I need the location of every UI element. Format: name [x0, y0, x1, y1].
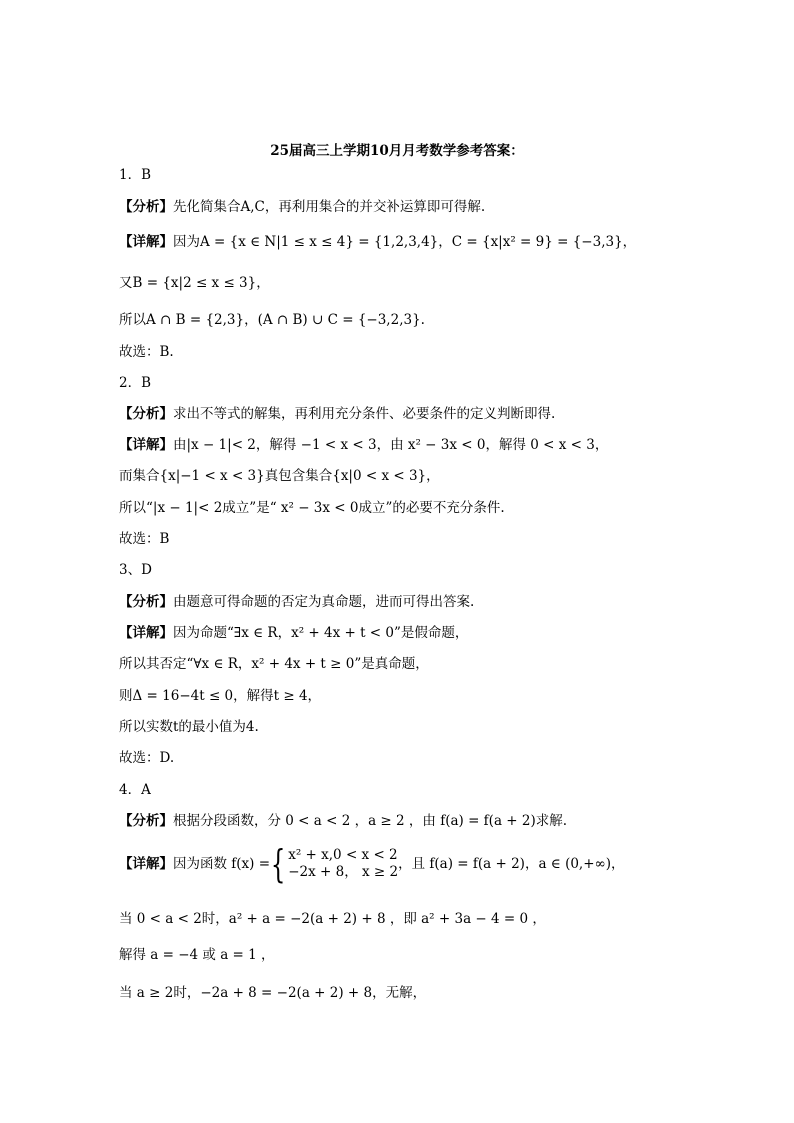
analysis-text: 由题意可得命题的否定为真命题，进而可得出答案.	[173, 594, 475, 610]
detail-label: 【详解】	[119, 856, 173, 872]
q2-final-answer: 故选：B	[119, 531, 170, 547]
q2-answer-head: 2．B	[119, 375, 152, 391]
analysis-text: 根据分段函数，分 0 < a < 2 ，a ≥ 2 ，由 f(a) = f(a + 2)求解.	[173, 813, 568, 829]
analysis-label: 【分析】	[119, 594, 173, 610]
piecewise-case-1: x² + x,0 < x < 2	[288, 847, 398, 863]
q2-analysis	[119, 405, 555, 423]
q3-answer-head: 3、D	[119, 562, 152, 578]
detail-text: 因为A = {x ∈ N|1 ≤ x ≤ 4} = {1,2,3,4}，C = {x|x² = 9} = {−3,3}，	[173, 234, 637, 250]
q3-analysis	[119, 593, 474, 611]
q2-detail-2: 而集合{x|−1 < x < 3}真包含集合{x|0 < x < 3}，	[119, 468, 440, 484]
detail-text: 因为命题“∃x ∈ R，x² + 4x + t < 0”是假命题，	[173, 625, 469, 641]
q4-detail-2: 当 0 < a < 2时，a² + a = −2(a + 2) + 8 ，即 a² + 3a − 4 = 0 ，	[119, 911, 546, 927]
detail-text-pre: 因为函数 f(x) =	[173, 856, 271, 872]
q4-detail-3: 解得 a = −4 或 a = 1 ，	[119, 947, 275, 963]
q2-detail-3: 所以“|x − 1|< 2成立”是“ x² − 3x < 0成立”的必要不充分条件.	[119, 500, 505, 516]
analysis-label: 【分析】	[119, 199, 173, 215]
q1-analysis	[119, 198, 485, 216]
piecewise-case-2: −2x + 8， x ≥ 2	[288, 864, 399, 880]
analysis-text: 求出不等式的解集，再利用充分条件、必要条件的定义判断即得.	[173, 406, 556, 422]
piecewise-brace: {	[270, 842, 286, 886]
q1-final-answer: 故选：B.	[119, 344, 174, 360]
q4-detail-1	[119, 842, 625, 886]
q3-detail-3: 则Δ = 16−4t ≤ 0，解得t ≥ 4，	[119, 688, 322, 704]
q3-detail-2: 所以其否定“∀x ∈ R，x² + 4x + t ≥ 0”是真命题，	[119, 656, 429, 672]
q3-detail-4: 所以实数t的最小值为4.	[119, 719, 259, 735]
piecewise-cases	[288, 847, 398, 881]
q3-detail-1	[119, 624, 468, 642]
detail-text-post: ，且 f(a) = f(a + 2)，a ∈ (0,+∞)，	[398, 856, 625, 872]
analysis-label: 【分析】	[119, 406, 173, 422]
detail-label: 【详解】	[119, 234, 173, 250]
document-title: 25届高三上学期10月月考数学参考答案：	[270, 143, 524, 159]
q1-detail-2: 又B = {x|2 ≤ x ≤ 3}，	[119, 275, 270, 291]
detail-label: 【详解】	[119, 437, 173, 453]
analysis-text: 先化简集合A,C，再利用集合的并交补运算即可得解.	[173, 199, 486, 215]
q1-detail-1	[119, 233, 636, 251]
q1-answer-head: 1．B	[119, 167, 152, 183]
detail-text: 由|x − 1|< 2，解得 −1 < x < 3，由 x² − 3x < 0，解得 0 < x < 3，	[173, 437, 609, 453]
q4-analysis	[119, 812, 567, 830]
q1-detail-3: 所以A ∩ B = {2,3}，(A ∩ B) ∪ C = {−3,2,3}.	[119, 312, 425, 328]
q2-detail-1	[119, 436, 608, 454]
analysis-label: 【分析】	[119, 813, 173, 829]
q4-detail-4: 当 a ≥ 2时，−2a + 8 = −2(a + 2) + 8，无解，	[119, 985, 427, 1001]
q3-final-answer: 故选：D.	[119, 750, 175, 766]
detail-label: 【详解】	[119, 625, 173, 641]
q4-answer-head: 4．A	[119, 782, 151, 798]
